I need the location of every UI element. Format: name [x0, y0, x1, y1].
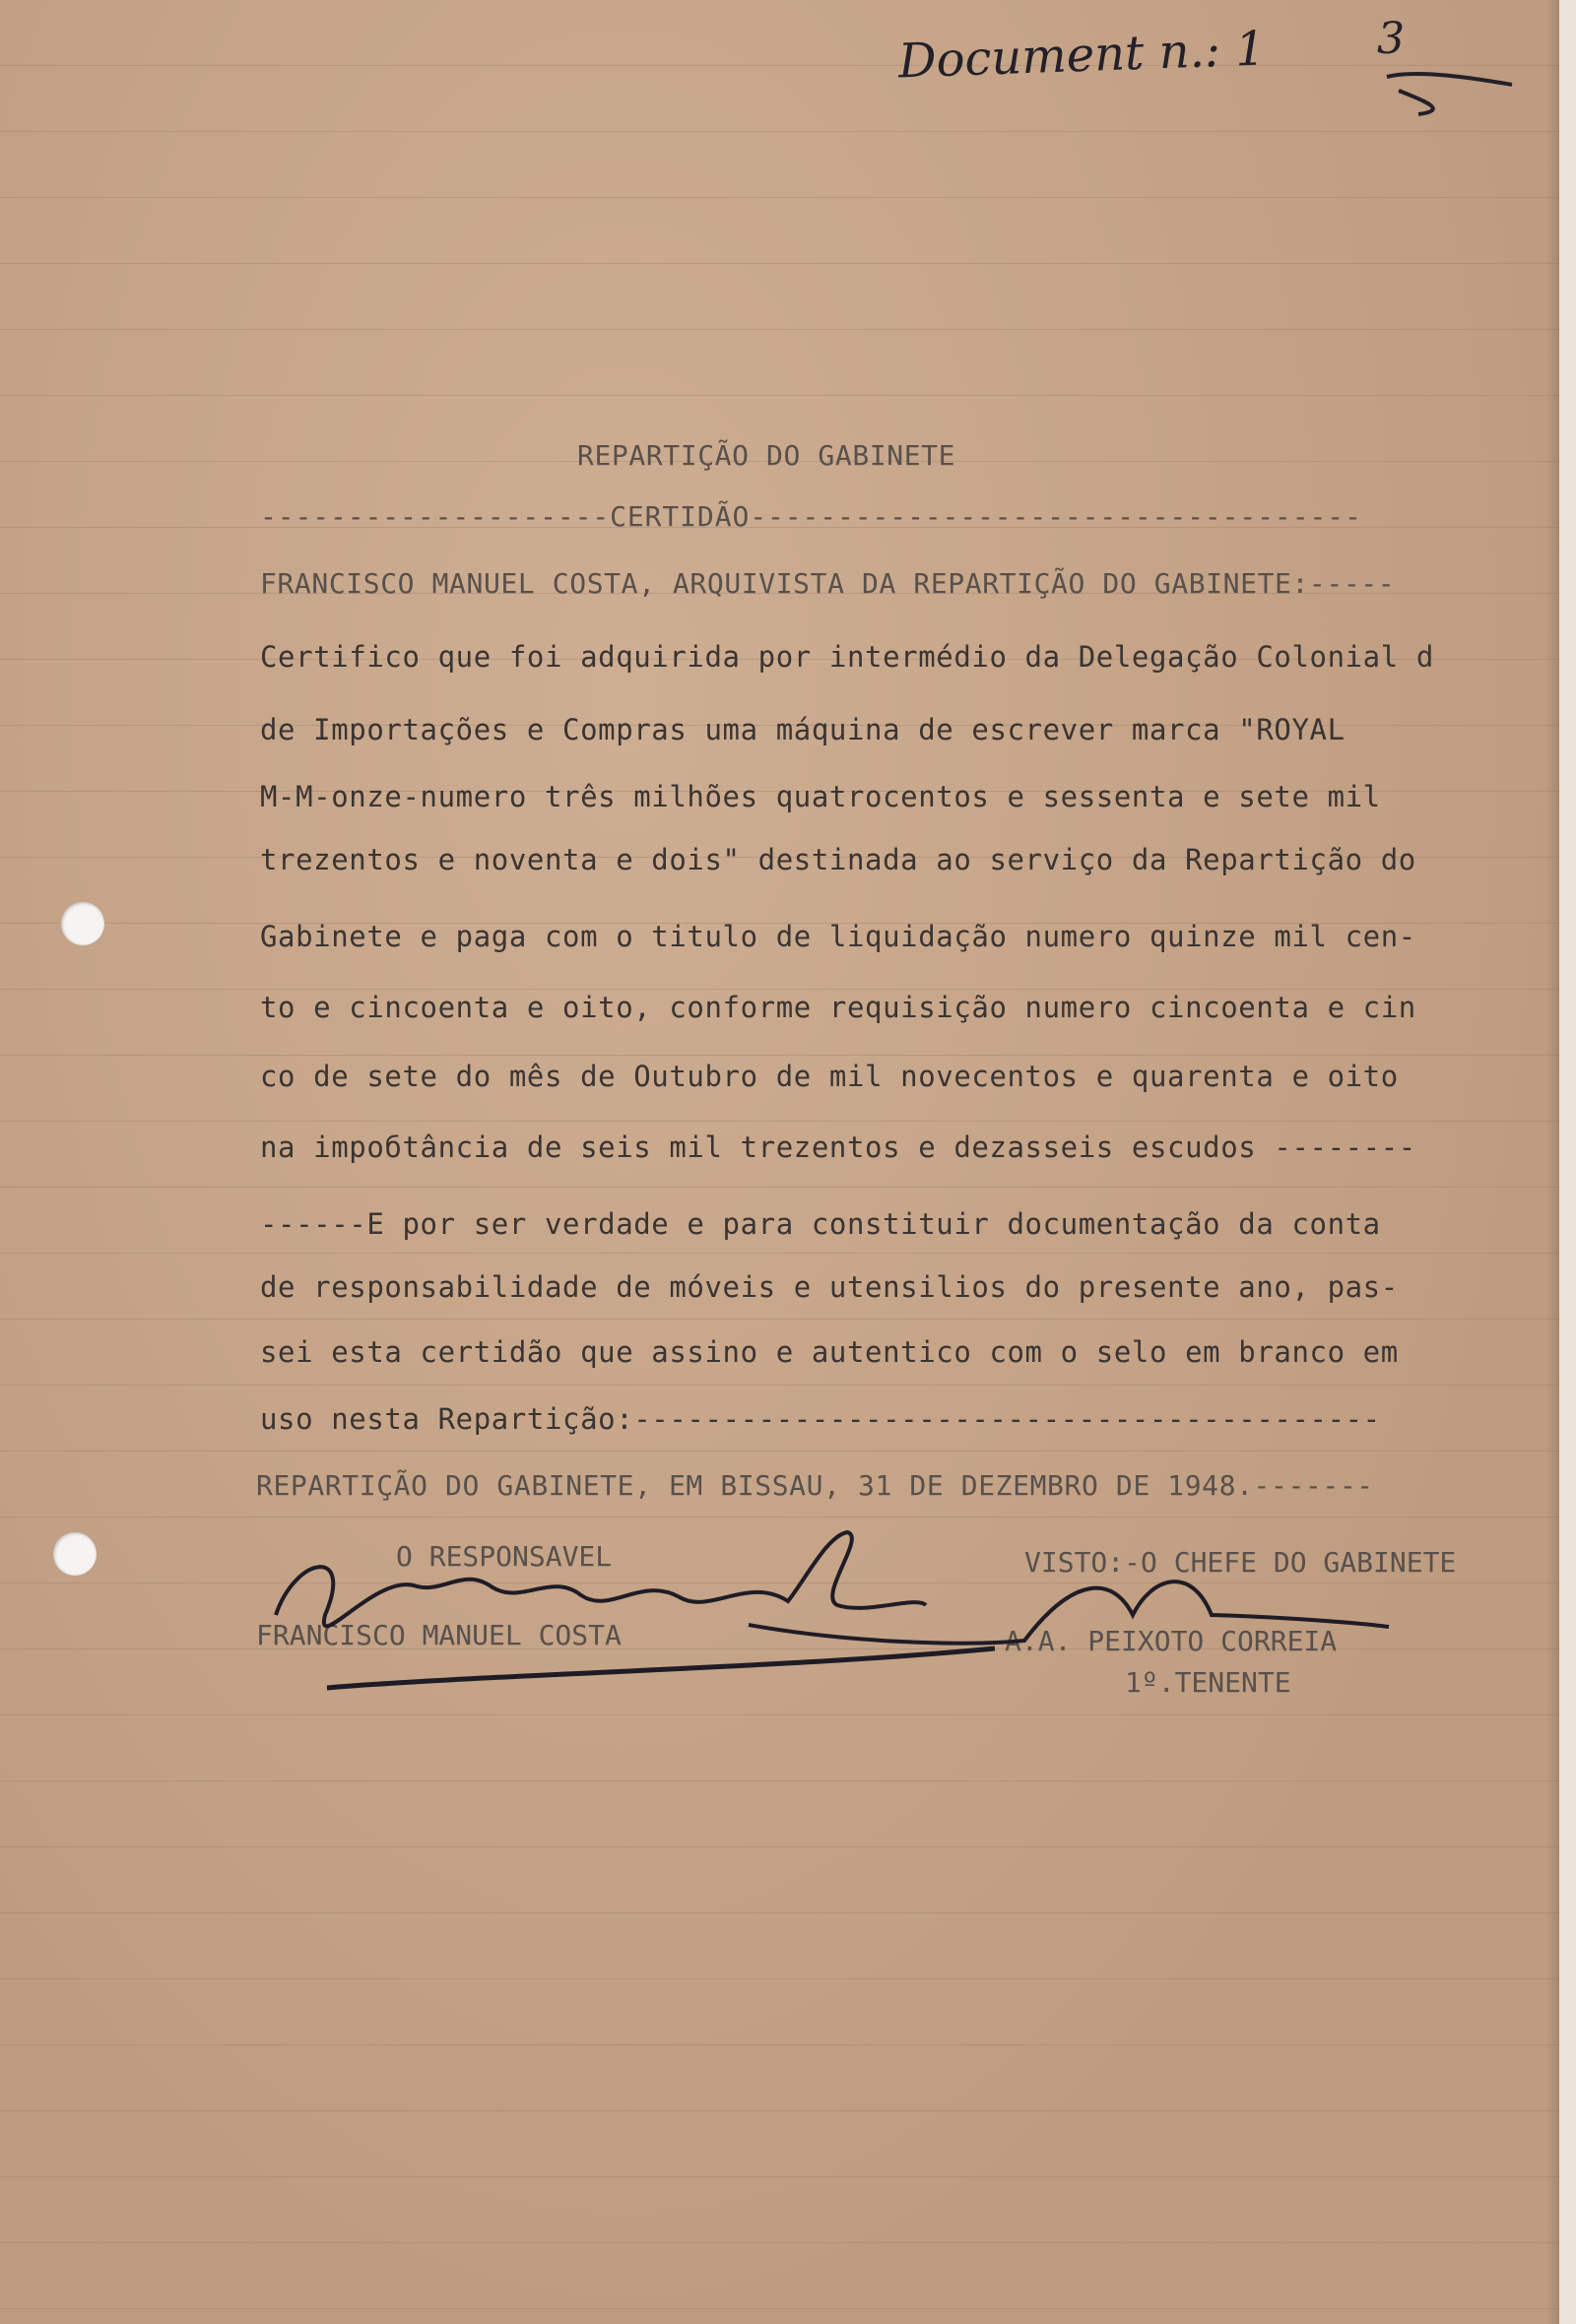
right-signatory-rank: 1º.TENENTE — [1125, 1666, 1291, 1699]
right-signature-stroke — [749, 1582, 1389, 1643]
handwritten-document-label: Document n.: 1 — [897, 21, 1267, 90]
office-heading: REPARTIÇÃO DO GABINETE — [577, 439, 956, 472]
body-line: FRANCISCO MANUEL COSTA, ARQUIVISTA DA REPARTIÇÃO DO GABINETE:----- — [260, 567, 1396, 600]
body-line: ------E por ser verdade e para constituir documentação da conta — [260, 1207, 1381, 1241]
body-line: Certifico que foi adquirida por intermédio da Delegação Colonial d — [260, 640, 1434, 674]
body-line: to e cincoenta e oito, conforme requisição numero cincoenta e cin — [260, 991, 1416, 1024]
left-signatory-name: FRANCISCO MANUEL COSTA — [256, 1619, 622, 1651]
body-line: sei esta certidão que assino e autentico com o selo em branco em — [260, 1335, 1399, 1369]
body-line: de responsabilidade de móveis e utensilios do presente ano, pas- — [260, 1270, 1399, 1304]
place-date-line: REPARTIÇÃO DO GABINETE, EM BISSAU, 31 DE DEZEMBRO DE 1948.------- — [256, 1469, 1374, 1502]
body-line: de Importações e Compras uma máquina de escrever marca "ROYAL — [260, 713, 1346, 746]
left-signature-stroke — [276, 1532, 926, 1626]
body-line: co de sete do mês de Outubro de mil novecentos e quarenta e oito — [260, 1060, 1399, 1093]
right-signatory-name: A.A. PEIXOTO CORREIA — [1005, 1625, 1338, 1657]
left-signatory-role: O RESPONSAVEL — [396, 1540, 613, 1573]
body-line: na impoбtância de seis mil trezentos e dezasseis escudos -------- — [260, 1130, 1416, 1164]
left-signature-underline — [327, 1648, 995, 1688]
handwritten-page-number: 3 — [1377, 14, 1405, 64]
body-line: Gabinete e paga com o titulo de liquidação numero quinze mil cen- — [260, 920, 1416, 953]
body-line: trezentos e noventa e dois" destinada ao serviço da Repartição do — [260, 843, 1416, 876]
body-line: M-M-onze-numero três milhões quatrocentos e sessenta e sete mil — [260, 780, 1381, 813]
body-line: uso nesta Repartição:------------------------------------------ — [260, 1402, 1381, 1436]
certificate-title-rule: --------------------CERTIDÃO----------------------------------- — [260, 500, 1362, 533]
right-signatory-role: VISTO:-O CHEFE DO GABINETE — [1024, 1546, 1457, 1579]
